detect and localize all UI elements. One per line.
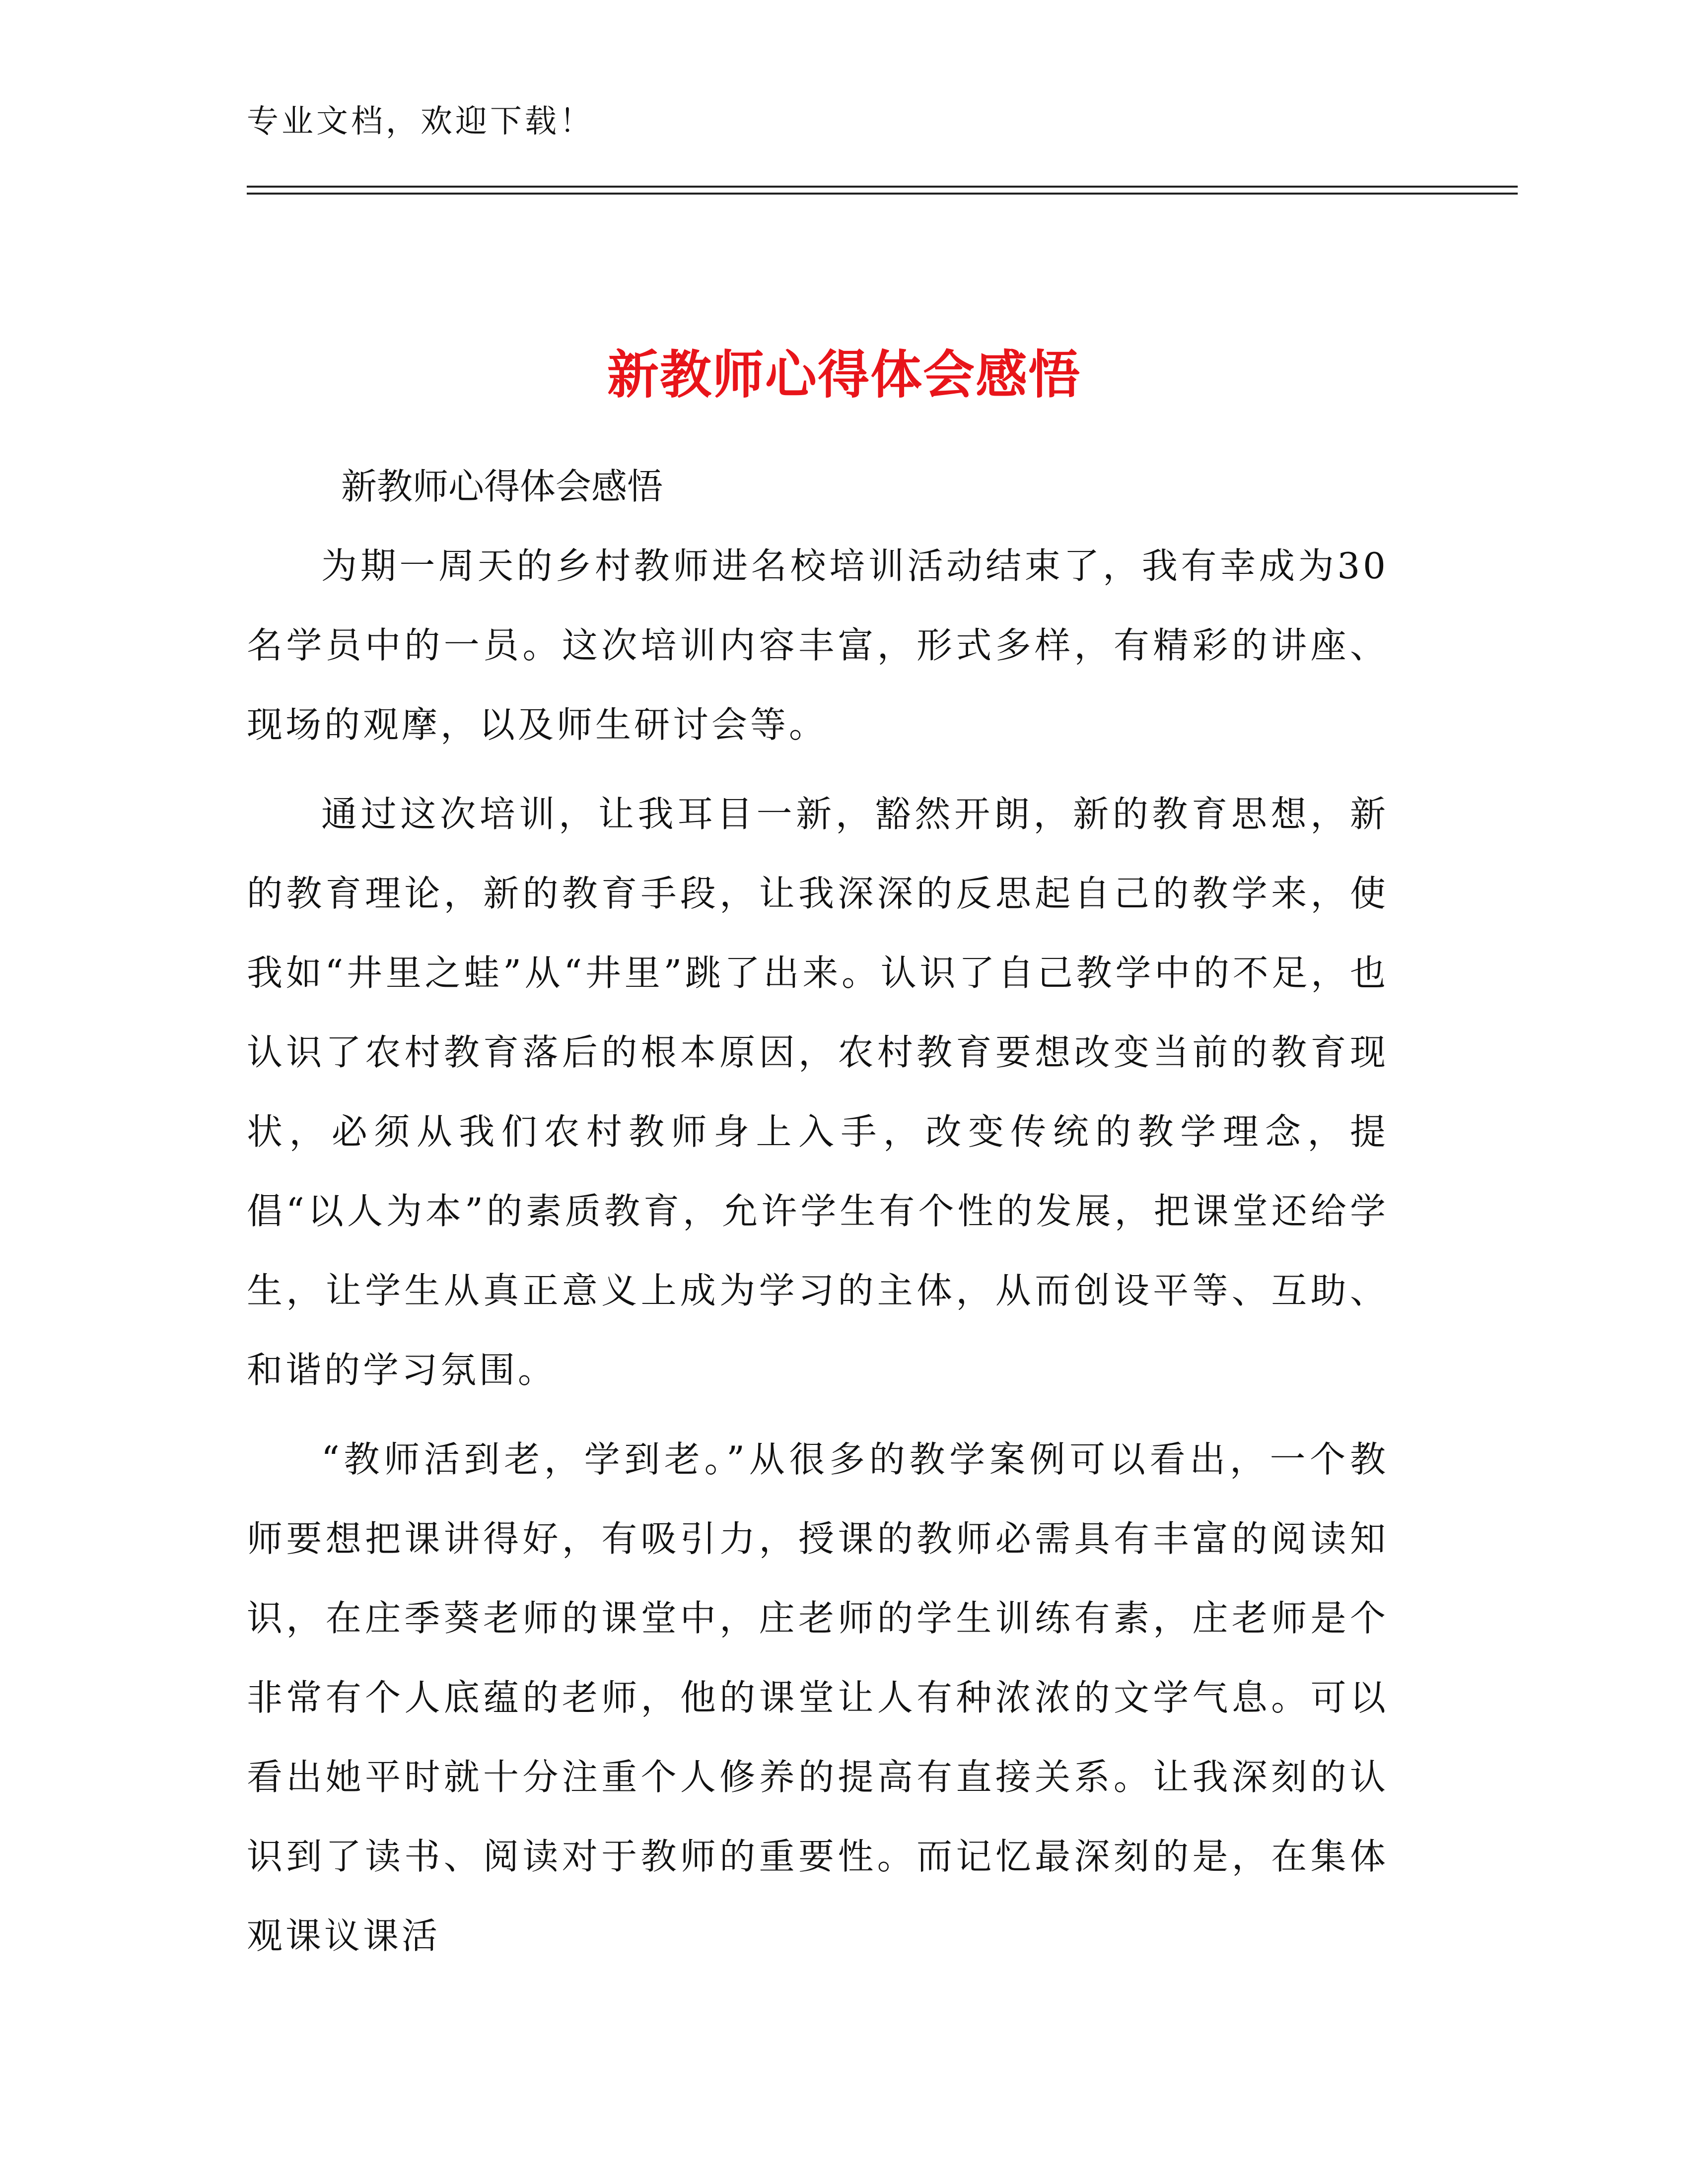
header-divider-bottom bbox=[247, 193, 1518, 195]
header-divider-top bbox=[247, 186, 1518, 188]
paragraph-2: 通过这次培训，让我耳目一新，豁然开朗，新的教育思想，新的教育理论，新的教育手段，让我深深的反思起自己的教学来，使我如“井里之蛙”从“井里”跳了出来。认识了自己教学中的不足，也认识了农村教育落后的根本原因，农村教育要想改变当前的教育现状，必须从我们农村教师身上入手，改变传统的教学理念，提倡“以人为本”的素质教育，允许学生有个性的发展，把课堂还给学生，让学生从真正意义上成为学习的主体，从而创设平等、互助、和谐的学习氛围。 bbox=[247, 793, 1389, 1391]
document-title: 新教师心得体会感悟 bbox=[607, 344, 1081, 405]
paragraph-3: “教师活到老，学到老。”从很多的教学案例可以看出，一个教师要想把课讲得好，有吸引力，授课的教师必需具有丰富的阅读知识，在庄季葵老师的课堂中，庄老师的学生训练有素，庄老师是个非常有个人底蕴的老师，他的课堂让人有种浓浓的文学气息。可以看出她平时就十分注重个人修养的提高有直接关系。让我深刻的认识到了读书、阅读对于教师的重要性。而记忆最深刻的是，在集体观课议课活 bbox=[247, 1438, 1389, 1957]
paragraph-1: 为期一周天的乡村教师进名校培训活动结束了，我有幸成为30名学员中的一员。这次培训内容丰富，形式多样，有精彩的讲座、现场的观摩，以及师生研讨会等。 bbox=[247, 545, 1389, 746]
page-header-text: 专业文档，欢迎下载！ bbox=[247, 103, 594, 140]
document-body bbox=[247, 457, 1389, 1976]
document-subtitle: 新教师心得体会感悟 bbox=[341, 466, 663, 507]
